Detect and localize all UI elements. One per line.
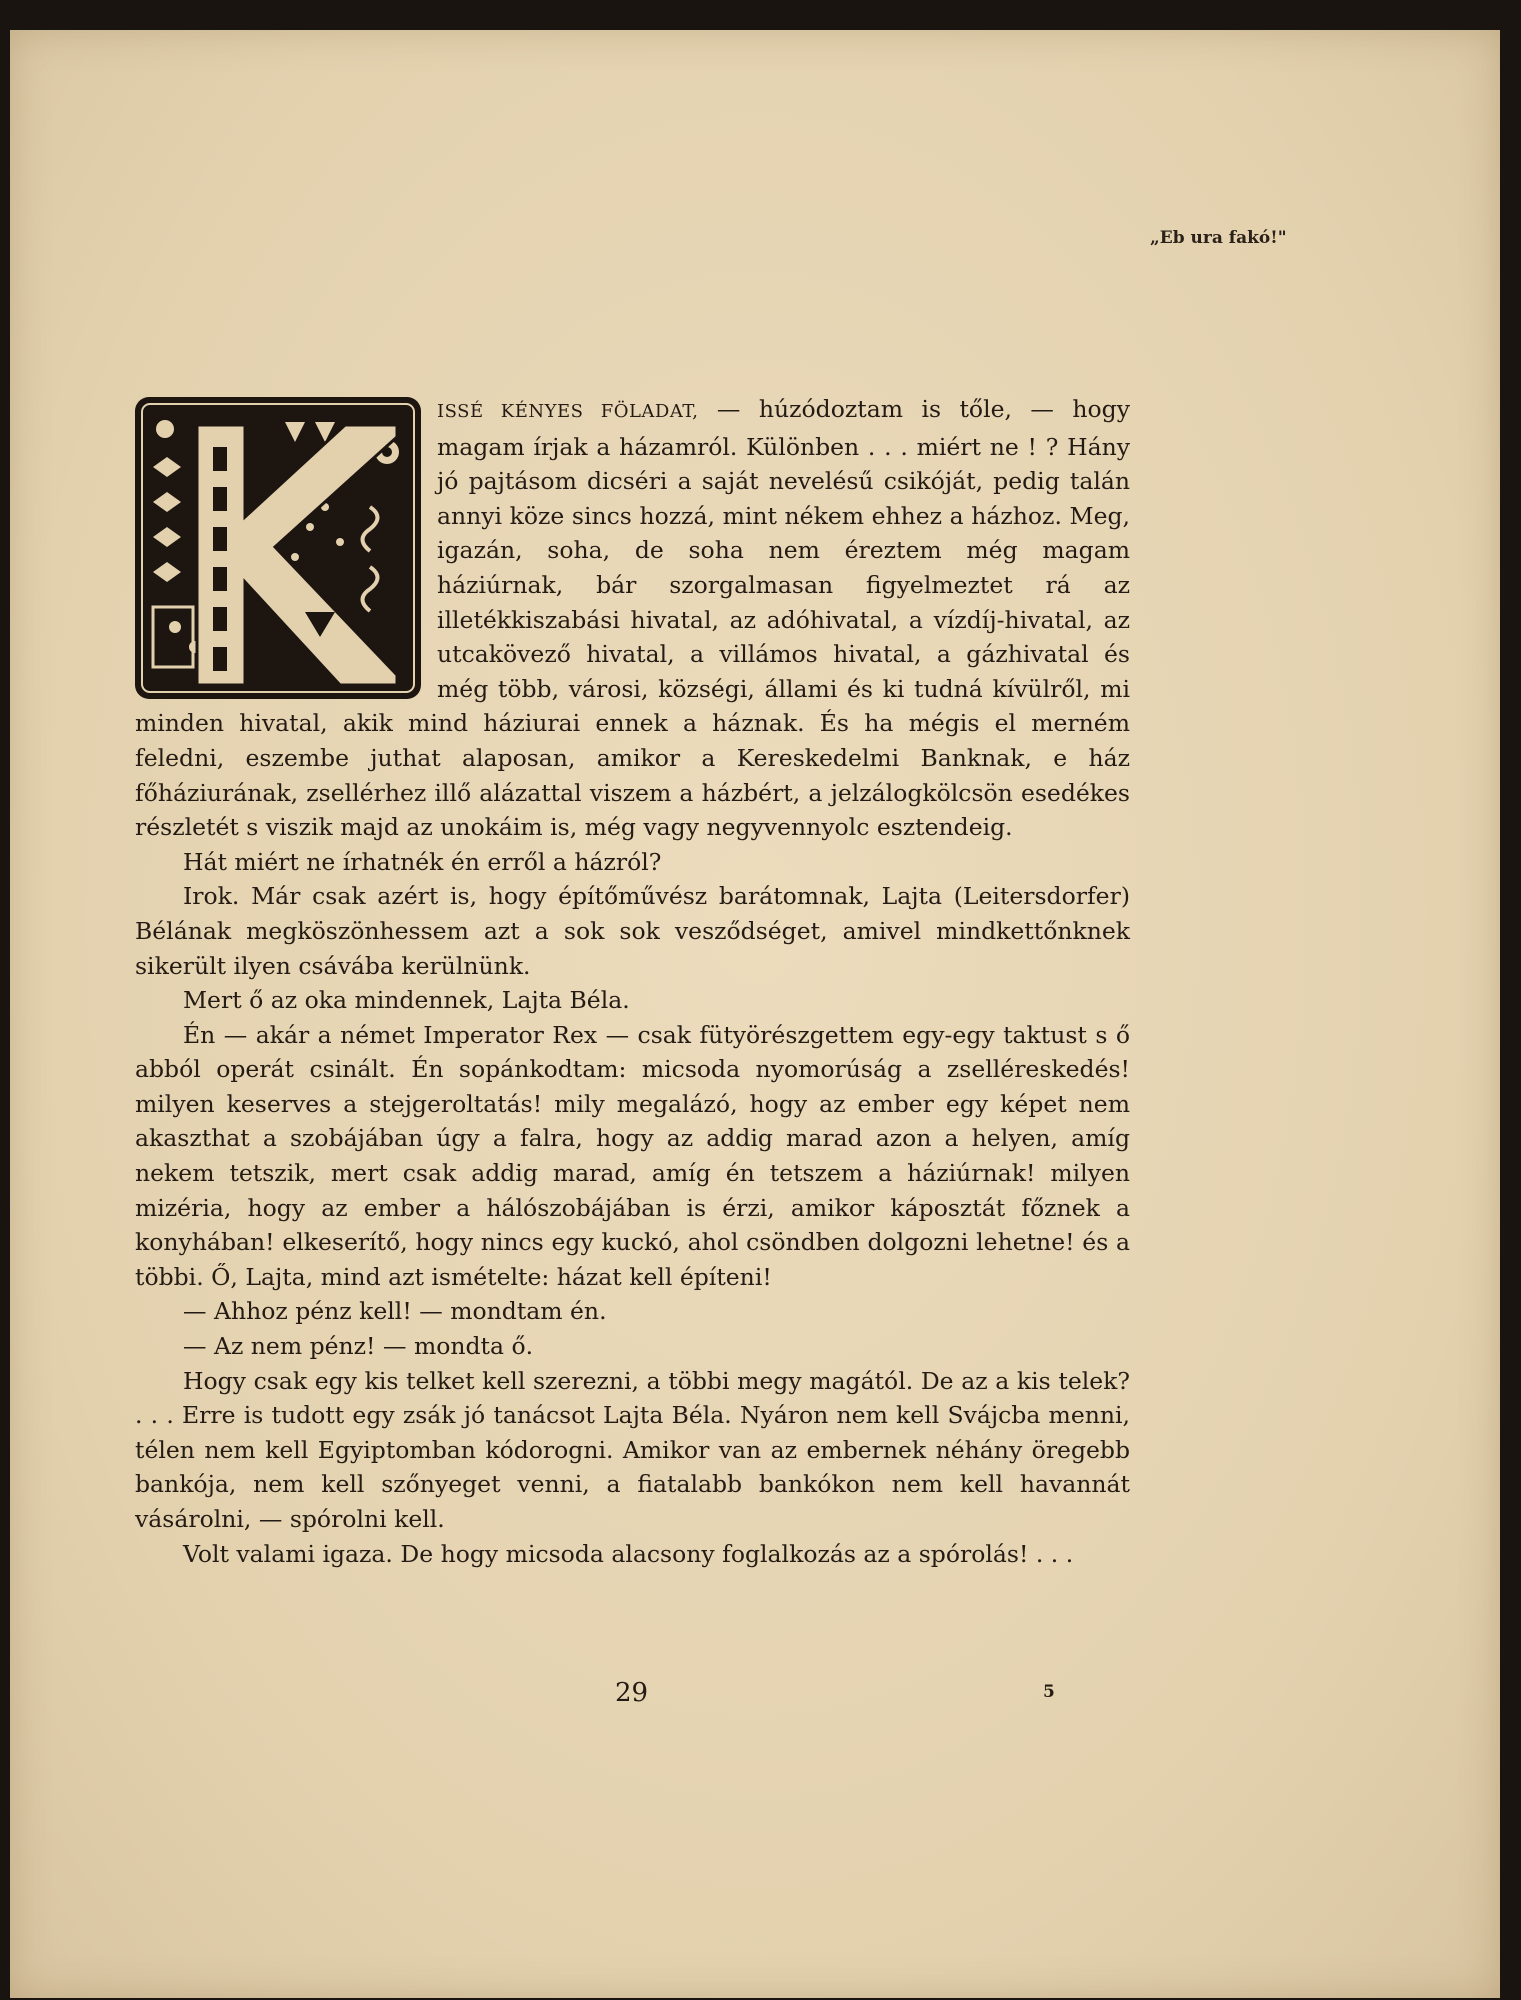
book-page (10, 30, 1500, 1998)
opening-text: — húzódoztam is tőle, — hogy magam írjak a házamról. Különben . . . miért ne ! ? Hány jó pajtásom dicséri a saját nevelésű csikóját, pedig talán annyi köze sincs hozzá, mint nékem ehhez a házhoz. Meg, igazán, soha, de soha nem éreztem még magam háziúrnak, bár szorgalmasan figyelmeztet rá az illetékkiszabási hivatal, az adóhivatal, a vízdíj-hivatal, az utcakövező hivatal, a villámos hivatal, a gázhivatal és még több, városi, községi, állami és ki tudná kívülről, mi minden hivatal, akik mind háziurai ennek a háznak. És ha mégis el merném feledni, eszembe juthat alaposan, amikor a Kereskedelmi Banknak, e ház főháziurának, zsellérhez illő alázattal viszem a házbért, a jelzálogkölcsön esedékes részletét s viszik majd az unokáim is, még vagy negyvennyolc esztendeig. (135, 395, 1130, 842)
body-text (135, 392, 1130, 1571)
paragraph: Hogy csak egy kis telket kell szerezni, a többi megy magától. De az a kis telek? . . . Erre is tudott egy zsák jó tanácsot Lajta Béla. Nyáron nem kell Svájcba menni, télen nem kell Egyiptomban kódorogni. Amikor van az embernek néhány öregebb bankója, nem kell szőnyeget venni, a fiatalabb bankókon nem kell havannát vásárolni, — spórolni kell. (135, 1366, 1130, 1533)
dialog-line: — Az nem pénz! — mondta ő. (183, 1332, 534, 1361)
paragraph: Hát miért ne írhatnék én erről a házról? (183, 847, 662, 876)
opening-smallcaps: ISSÉ KÉNYES FÖLADAT, (437, 401, 699, 422)
page-number: 29 (615, 1678, 649, 1708)
paragraph: Irok. Már csak azért is, hogy építőművész barátomnak, Lajta (Leitersdorfer) Bélának megköszönhessem azt a sok sok vesződséget, amivel mindkettőnknek sikerült ilyen csávába kerülnünk. (135, 882, 1130, 980)
decorative-initial-k (135, 397, 421, 699)
dialog-line: — Ahhoz pénz kell! — mondtam én. (183, 1297, 607, 1326)
paragraph: Volt valami igaza. De hogy micsoda alacsony foglalkozás az a spórolás! . . . (183, 1539, 1074, 1568)
running-head: „Eb ura fakó!" (1150, 228, 1287, 248)
paragraph: Mert ő az oka mindennek, Lajta Béla. (183, 986, 630, 1015)
paragraph: Én — akár a német Imperator Rex — csak fütyörészgettem egy-egy taktust s ő abból operát csinált. Én sopánkodtam: micsoda nyomorúság a zselléreskedés! milyen keserves a stejgeroltatás! mily megalázó, hogy az ember egy képet nem akaszthat a szobájában úgy a falra, hogy az addig marad azon a helyen, amíg nekem tetszik, mert csak addig marad, amíg én tetszem a háziúrnak! milyen mizéria, hogy az ember a hálószobájában is érzi, amikor káposztát főznek a konyhában! elkeserítő, hogy nincs egy kuckó, ahol csöndben dolgozni lehetne! és a többi. Ő, Lajta, mind azt ismételte: házat kell építeni! (135, 1020, 1130, 1291)
signature-mark: 5 (1043, 1682, 1055, 1702)
